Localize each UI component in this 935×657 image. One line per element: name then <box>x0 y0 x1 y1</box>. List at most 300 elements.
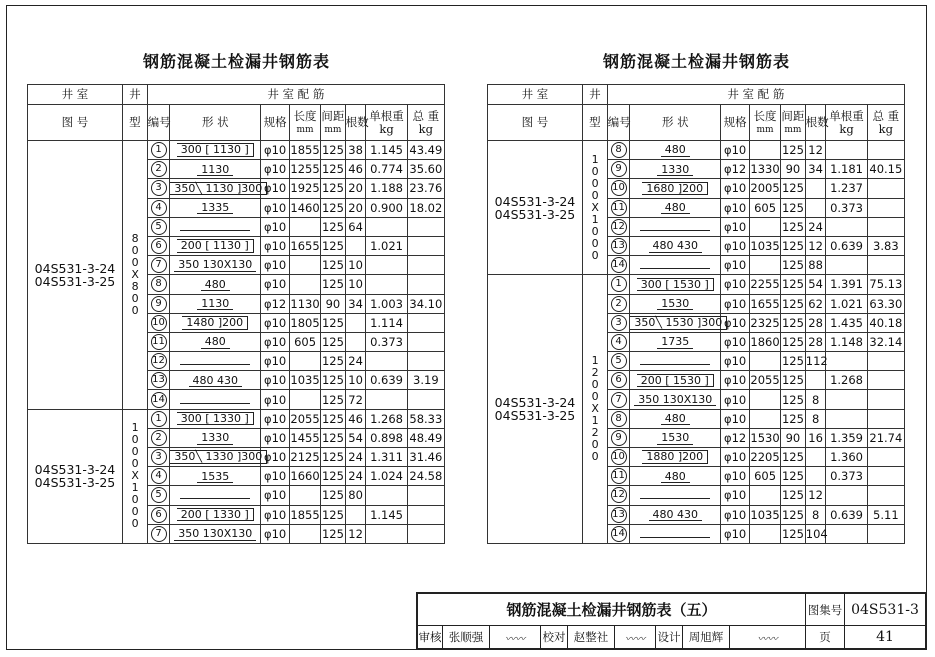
drawing-ref-cell <box>28 141 123 410</box>
unit-weight-cell: 1.003 <box>366 294 407 313</box>
spec-cell: φ10 <box>721 179 750 198</box>
shape-cell <box>170 160 261 179</box>
shape-cell <box>170 486 261 505</box>
bar-number-cell <box>147 141 170 160</box>
rebar-shape: 350 130X130 <box>634 394 716 407</box>
bar-number: 8 <box>151 276 167 292</box>
atlas-number: 04S531-3 <box>845 594 926 626</box>
unit-weight-cell <box>826 409 867 428</box>
unit-weight-cell <box>826 141 867 160</box>
bar-number: 13 <box>611 507 627 523</box>
total-weight-cell: 23.76 <box>407 179 444 198</box>
length-cell <box>750 409 781 428</box>
spec-cell: φ12 <box>721 428 750 447</box>
well-size: 1000X1000 <box>588 152 602 261</box>
drawing-ref-cell <box>488 141 583 275</box>
length-cell: 2125 <box>290 448 321 467</box>
drawing-ref-1: 04S531-3-24 <box>34 462 116 478</box>
design-signature: 〰〰 <box>730 626 806 649</box>
spacing-cell: 125 <box>321 198 346 217</box>
shape-cell <box>630 409 721 428</box>
spec-cell: φ10 <box>261 313 290 332</box>
rebar-shape: 1680 ]200 <box>642 182 708 196</box>
count-cell: 12 <box>805 486 826 505</box>
count-cell: 28 <box>805 332 826 351</box>
count-cell: 80 <box>345 486 366 505</box>
length-cell <box>290 275 321 294</box>
length-cell <box>750 390 781 409</box>
unit-weight-cell: 1.181 <box>826 160 867 179</box>
unit-weight-cell: 0.373 <box>826 467 867 486</box>
spacing-cell: 125 <box>781 371 806 390</box>
shape-cell <box>170 236 261 255</box>
length-cell <box>290 390 321 409</box>
shape-cell <box>170 256 261 275</box>
count-cell: 24 <box>345 448 366 467</box>
length-cell: 1925 <box>290 179 321 198</box>
bar-number-cell <box>147 505 170 524</box>
jianju-label: 间距 <box>321 108 345 123</box>
spec-cell: φ12 <box>721 160 750 179</box>
count-cell: 88 <box>805 256 826 275</box>
col-header-tuhao: 图 号 <box>28 105 123 141</box>
unit-weight-cell: 1.360 <box>826 448 867 467</box>
review-signature: 〰〰 <box>490 626 541 649</box>
count-cell: 112 <box>805 352 826 371</box>
unit-weight-cell: 0.373 <box>366 332 407 351</box>
spec-cell: φ10 <box>261 352 290 371</box>
bar-number-cell <box>607 198 630 217</box>
col-header-genshu: 根数 <box>345 105 366 141</box>
bar-number-cell <box>607 313 630 332</box>
spacing-cell: 125 <box>781 256 806 275</box>
bar-number: 6 <box>151 238 167 254</box>
spec-cell: φ10 <box>721 313 750 332</box>
total-weight-cell <box>407 524 444 543</box>
bar-number-cell <box>607 256 630 275</box>
bar-number: 8 <box>611 142 627 158</box>
spec-cell: φ10 <box>261 467 290 486</box>
length-cell: 1130 <box>290 294 321 313</box>
length-cell <box>290 352 321 371</box>
unit-weight-cell: 1.114 <box>366 313 407 332</box>
rebar-shape: 480 <box>201 336 230 349</box>
bar-number-cell <box>147 313 170 332</box>
unit-weight-cell: 1.188 <box>366 179 407 198</box>
unit-weight-cell: 1.268 <box>826 371 867 390</box>
spec-cell: φ10 <box>721 409 750 428</box>
spec-cell: φ10 <box>261 179 290 198</box>
spec-cell: φ10 <box>721 390 750 409</box>
bar-number-cell <box>147 332 170 351</box>
unit-weight-cell: 1.435 <box>826 313 867 332</box>
unit-weight-cell <box>826 390 867 409</box>
rebar-shape-line <box>180 356 250 365</box>
rebar-shape-line <box>640 490 710 499</box>
spec-cell: φ10 <box>721 467 750 486</box>
length-cell: 1460 <box>290 198 321 217</box>
bar-number: 5 <box>151 487 167 503</box>
rebar-shape: 1335 <box>197 202 233 215</box>
rebar-shape: 1530 <box>657 432 693 445</box>
shape-cell <box>170 141 261 160</box>
bar-number: 10 <box>151 315 167 331</box>
length-cell: 1530 <box>750 428 781 447</box>
rebar-shape-line <box>180 222 250 231</box>
bar-number: 7 <box>151 526 167 542</box>
bar-number-cell <box>147 467 170 486</box>
bar-number-cell <box>147 217 170 236</box>
spacing-cell: 125 <box>781 294 806 313</box>
total-weight-cell <box>867 390 904 409</box>
bar-number: 14 <box>151 392 167 408</box>
shape-cell <box>630 275 721 294</box>
shape-cell <box>170 428 261 447</box>
total-weight-cell <box>867 141 904 160</box>
spacing-cell: 125 <box>781 524 806 543</box>
atlas-number-label: 图集号 <box>806 594 845 626</box>
spacing-cell: 125 <box>321 256 346 275</box>
count-cell <box>345 313 366 332</box>
bar-number: 1 <box>151 411 167 427</box>
rebar-shape-line <box>640 260 710 269</box>
rebar-shape: 1330 <box>197 432 233 445</box>
shape-cell <box>170 275 261 294</box>
bar-number: 2 <box>151 161 167 177</box>
count-cell: 12 <box>805 141 826 160</box>
length-cell: 1255 <box>290 160 321 179</box>
unit-weight-cell: 0.639 <box>826 505 867 524</box>
total-weight-cell <box>867 371 904 390</box>
bar-number: 9 <box>611 430 627 446</box>
spec-cell: φ10 <box>721 236 750 255</box>
shape-cell <box>630 256 721 275</box>
total-weight-cell: 21.74 <box>867 428 904 447</box>
changdu-label: 长度 <box>293 108 317 123</box>
total-weight-cell <box>867 409 904 428</box>
total-weight-cell: 75.13 <box>867 275 904 294</box>
bar-number: 5 <box>611 353 627 369</box>
unit-weight-cell <box>826 524 867 543</box>
total-weight-cell <box>867 256 904 275</box>
spacing-cell: 125 <box>781 217 806 236</box>
shape-cell <box>170 217 261 236</box>
drawing-ref-cell <box>28 409 123 543</box>
unit-kg: kg <box>418 121 434 136</box>
spacing-cell: 125 <box>321 332 346 351</box>
unit-weight-cell: 0.373 <box>826 198 867 217</box>
col-header-xing: 型 <box>582 105 607 141</box>
col-header-jing: 井 <box>582 85 607 105</box>
total-weight-cell <box>407 236 444 255</box>
rebar-shape: 480 <box>661 202 690 215</box>
length-cell <box>290 256 321 275</box>
unit-mm: mm <box>324 124 342 135</box>
count-cell: 10 <box>345 371 366 390</box>
bar-number-cell <box>147 448 170 467</box>
unit-weight-cell: 1.359 <box>826 428 867 447</box>
spec-cell: φ10 <box>261 428 290 447</box>
spacing-cell: 90 <box>781 428 806 447</box>
length-cell: 1035 <box>750 505 781 524</box>
bar-number-cell <box>147 236 170 255</box>
review-label: 审核 <box>418 626 443 649</box>
length-cell: 605 <box>290 332 321 351</box>
bar-number: 13 <box>151 372 167 388</box>
total-weight-cell: 3.19 <box>407 371 444 390</box>
bar-number-cell <box>607 390 630 409</box>
rebar-shape: 480 <box>661 471 690 484</box>
spec-cell: φ10 <box>721 141 750 160</box>
rebar-shape: 200 [ 1530 ] <box>637 374 714 388</box>
total-weight-cell: 31.46 <box>407 448 444 467</box>
bar-number-cell <box>147 160 170 179</box>
length-cell: 1035 <box>290 371 321 390</box>
bar-number-cell <box>147 409 170 428</box>
bar-number: 7 <box>151 257 167 273</box>
rebar-shape-line <box>640 529 710 538</box>
spacing-cell: 125 <box>321 371 346 390</box>
spec-cell: φ10 <box>261 524 290 543</box>
rebar-shape: 1735 <box>657 336 693 349</box>
spec-cell: φ10 <box>261 505 290 524</box>
zongzhong-label: 总 重 <box>412 109 440 124</box>
shape-cell <box>630 352 721 371</box>
dangen-label: 单根重 <box>369 109 404 124</box>
length-cell: 2325 <box>750 313 781 332</box>
col-header-zongzhong <box>407 105 444 141</box>
length-cell <box>750 486 781 505</box>
shape-cell <box>170 467 261 486</box>
unit-weight-cell: 1.145 <box>366 505 407 524</box>
shape-cell <box>170 313 261 332</box>
spacing-cell: 125 <box>781 179 806 198</box>
bar-number-cell <box>147 486 170 505</box>
count-cell: 8 <box>805 390 826 409</box>
length-cell <box>750 256 781 275</box>
length-cell <box>750 141 781 160</box>
count-cell: 54 <box>345 428 366 447</box>
rebar-shape: 480 430 <box>649 240 703 253</box>
spec-cell: φ10 <box>261 256 290 275</box>
shape-cell <box>630 141 721 160</box>
length-cell: 1660 <box>290 467 321 486</box>
spec-cell: φ10 <box>261 448 290 467</box>
unit-weight-cell <box>366 352 407 371</box>
spec-cell: φ10 <box>721 505 750 524</box>
bar-number: 12 <box>611 487 627 503</box>
jianju-label: 间距 <box>781 108 805 123</box>
bar-number-cell <box>607 448 630 467</box>
bar-number-cell <box>147 371 170 390</box>
rebar-shape: 300 [ 1130 ] <box>177 143 254 157</box>
unit-weight-cell <box>826 217 867 236</box>
total-weight-cell: 63.30 <box>867 294 904 313</box>
length-cell: 1860 <box>750 332 781 351</box>
count-cell: 72 <box>345 390 366 409</box>
col-header-dangen <box>366 105 407 141</box>
rebar-shape: 1130 <box>197 298 233 311</box>
bar-number: 3 <box>611 315 627 331</box>
bar-number-cell <box>147 275 170 294</box>
unit-weight-cell <box>366 390 407 409</box>
spec-cell: φ10 <box>721 275 750 294</box>
drawing-ref-2: 04S531-3-25 <box>34 273 116 289</box>
table-row <box>488 275 905 294</box>
well-size-cell <box>582 141 607 275</box>
total-weight-cell <box>407 313 444 332</box>
bar-number-cell <box>607 217 630 236</box>
length-cell <box>290 217 321 236</box>
total-weight-cell: 24.58 <box>407 467 444 486</box>
shape-cell <box>170 352 261 371</box>
spacing-cell: 125 <box>321 352 346 371</box>
count-cell: 64 <box>345 217 366 236</box>
bar-number: 2 <box>611 296 627 312</box>
col-header-jianju <box>781 105 806 141</box>
total-weight-cell: 58.33 <box>407 409 444 428</box>
col-header-peijin: 井 室 配 筋 <box>147 85 444 105</box>
page-label: 页 <box>806 626 845 649</box>
unit-weight-cell: 0.774 <box>366 160 407 179</box>
col-header-peijin: 井 室 配 筋 <box>607 85 904 105</box>
bar-number: 9 <box>151 296 167 312</box>
length-cell: 2205 <box>750 448 781 467</box>
total-weight-cell: 48.49 <box>407 428 444 447</box>
spacing-cell: 125 <box>781 198 806 217</box>
rebar-shape: 480 <box>201 279 230 292</box>
bar-number-cell <box>607 486 630 505</box>
total-weight-cell <box>407 217 444 236</box>
count-cell: 46 <box>345 409 366 428</box>
spacing-cell: 125 <box>321 467 346 486</box>
well-size: 800X800 <box>128 231 142 316</box>
bar-number: 6 <box>151 507 167 523</box>
count-cell: 20 <box>345 179 366 198</box>
unit-weight-cell <box>366 486 407 505</box>
right-rebar-table <box>487 84 905 544</box>
unit-mm: mm <box>784 124 802 135</box>
bar-number-cell <box>147 179 170 198</box>
unit-kg: kg <box>379 121 394 136</box>
length-cell <box>290 486 321 505</box>
spec-cell: φ10 <box>721 294 750 313</box>
count-cell: 8 <box>805 409 826 428</box>
bar-number-cell <box>607 409 630 428</box>
count-cell: 24 <box>345 352 366 371</box>
count-cell: 62 <box>805 294 826 313</box>
col-header-zongzhong <box>867 105 904 141</box>
rebar-shape: 1480 ]200 <box>182 316 248 330</box>
total-weight-cell <box>867 198 904 217</box>
length-cell: 2005 <box>750 179 781 198</box>
rebar-shape: 350 130X130 <box>174 528 256 541</box>
spacing-cell: 125 <box>321 217 346 236</box>
changdu-label: 长度 <box>753 108 777 123</box>
bar-number-cell <box>607 236 630 255</box>
bar-number-cell <box>607 160 630 179</box>
zongzhong-label: 总 重 <box>872 109 900 124</box>
spacing-cell: 125 <box>321 236 346 255</box>
length-cell: 1035 <box>750 236 781 255</box>
unit-weight-cell: 1.145 <box>366 141 407 160</box>
length-cell: 1805 <box>290 313 321 332</box>
count-cell <box>345 332 366 351</box>
spacing-cell: 125 <box>321 390 346 409</box>
length-cell: 605 <box>750 198 781 217</box>
drawing-name: 钢筋混凝土检漏井钢筋表（五） <box>418 594 806 626</box>
count-cell: 10 <box>345 256 366 275</box>
bar-number: 4 <box>151 200 167 216</box>
spacing-cell: 125 <box>781 390 806 409</box>
spec-cell: φ10 <box>721 486 750 505</box>
length-cell: 2255 <box>750 275 781 294</box>
spacing-cell: 125 <box>781 505 806 524</box>
col-header-xingzhuang: 形 状 <box>170 105 261 141</box>
col-header-guige: 规格 <box>721 105 750 141</box>
shape-cell <box>170 524 261 543</box>
rebar-shape: 350 130X130 <box>174 259 256 272</box>
spec-cell: φ10 <box>721 256 750 275</box>
count-cell: 34 <box>345 294 366 313</box>
total-weight-cell: 34.10 <box>407 294 444 313</box>
unit-weight-cell: 1.148 <box>826 332 867 351</box>
unit-weight-cell <box>826 352 867 371</box>
col-header-guige: 规格 <box>261 105 290 141</box>
well-size: 1200X1200 <box>588 354 602 463</box>
spec-cell: φ10 <box>261 371 290 390</box>
spec-cell: φ12 <box>261 294 290 313</box>
length-cell <box>750 217 781 236</box>
table-row <box>28 141 445 160</box>
total-weight-cell: 32.14 <box>867 332 904 351</box>
col-header-jingshi: 井 室 <box>488 85 583 105</box>
bar-number-cell <box>607 275 630 294</box>
spec-cell: φ10 <box>721 332 750 351</box>
count-cell: 24 <box>805 217 826 236</box>
bar-number-cell <box>607 371 630 390</box>
shape-cell <box>170 198 261 217</box>
unit-weight-cell <box>826 256 867 275</box>
total-weight-cell <box>407 390 444 409</box>
design-label: 设计 <box>656 626 683 649</box>
length-cell <box>290 524 321 543</box>
unit-weight-cell: 1.391 <box>826 275 867 294</box>
spacing-cell: 125 <box>321 505 346 524</box>
total-weight-cell: 5.11 <box>867 505 904 524</box>
review-name: 张顺强 <box>443 626 490 649</box>
check-signature: 〰〰 <box>615 626 656 649</box>
spacing-cell: 125 <box>321 313 346 332</box>
bar-number: 14 <box>611 257 627 273</box>
shape-cell <box>170 448 261 467</box>
spec-cell: φ10 <box>261 332 290 351</box>
unit-weight-cell <box>826 486 867 505</box>
check-name: 赵整社 <box>568 626 615 649</box>
col-header-xing: 型 <box>122 105 147 141</box>
unit-weight-cell <box>366 524 407 543</box>
total-weight-cell: 18.02 <box>407 198 444 217</box>
shape-cell <box>630 294 721 313</box>
shape-cell <box>170 294 261 313</box>
rebar-shape: 1530 <box>657 298 693 311</box>
bar-number-cell <box>607 332 630 351</box>
bar-number: 11 <box>151 334 167 350</box>
spec-cell: φ10 <box>261 390 290 409</box>
bar-number-cell <box>147 352 170 371</box>
shape-cell <box>630 198 721 217</box>
count-cell <box>805 448 826 467</box>
